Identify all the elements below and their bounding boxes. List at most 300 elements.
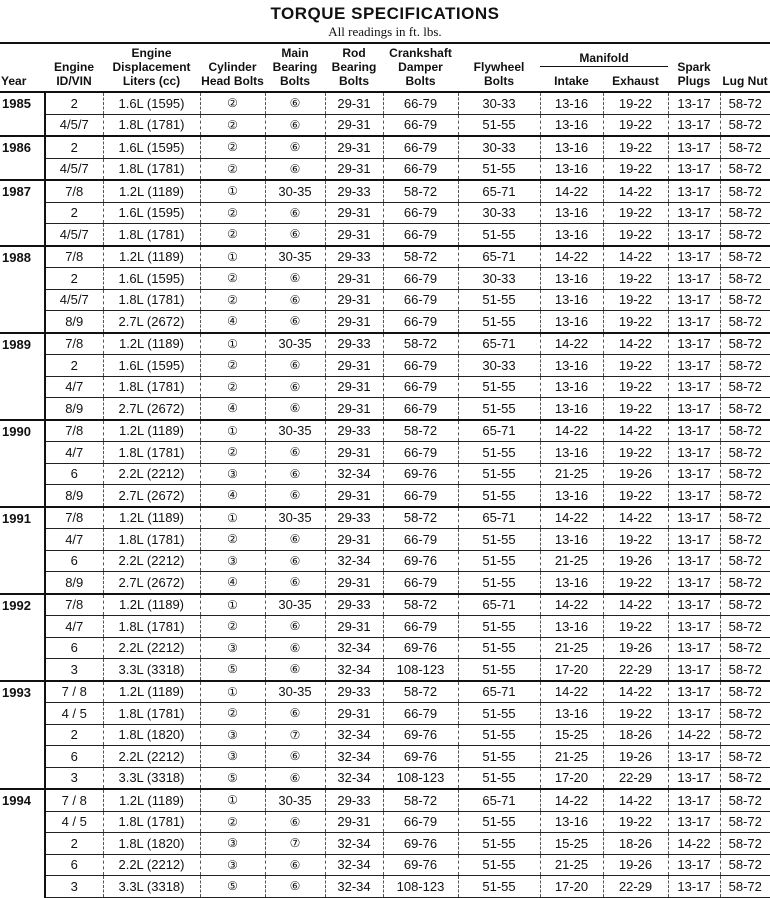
cell-rod-bearing: 29-31 (325, 355, 383, 377)
cell-exhaust: 14-22 (603, 681, 668, 703)
table-row (0, 289, 770, 311)
cell-lug-nut: 58-72 (720, 180, 770, 202)
cell-flywheel: 65-71 (458, 180, 540, 202)
cell-engine-id: 8/9 (45, 311, 103, 333)
table-row (0, 681, 770, 703)
cell-spark-plugs: 13-17 (668, 594, 720, 616)
cell-spark-plugs: 13-17 (668, 92, 720, 114)
cell-exhaust: 19-22 (603, 268, 668, 290)
table-row (0, 442, 770, 464)
cell-crank-damper: 69-76 (383, 550, 458, 572)
cell-exhaust: 14-22 (603, 789, 668, 811)
table-row (0, 202, 770, 224)
cell-main-bearing: ⑥ (265, 114, 325, 136)
cell-year: 1993 (0, 681, 45, 703)
cell-rod-bearing: 29-31 (325, 311, 383, 333)
cell-crank-damper: 58-72 (383, 420, 458, 442)
table-body (0, 92, 770, 897)
cell-cylinder-head: ① (200, 246, 265, 268)
cell-spark-plugs: 13-17 (668, 703, 720, 725)
cell-displacement: 1.8L (1781) (103, 289, 200, 311)
table-row (0, 746, 770, 768)
cell-cylinder-head: ⑤ (200, 876, 265, 898)
cell-main-bearing: ⑥ (265, 92, 325, 114)
cell-engine-id: 2 (45, 268, 103, 290)
cell-flywheel: 51-55 (458, 876, 540, 898)
cell-exhaust: 19-22 (603, 572, 668, 594)
cell-exhaust: 19-22 (603, 92, 668, 114)
cell-year (0, 355, 45, 377)
cell-engine-id: 3 (45, 659, 103, 681)
cell-engine-id: 4/5/7 (45, 158, 103, 180)
cell-intake: 13-16 (540, 485, 603, 507)
cell-intake: 13-16 (540, 616, 603, 638)
cell-crank-damper: 66-79 (383, 268, 458, 290)
table-row (0, 114, 770, 136)
cell-spark-plugs: 14-22 (668, 724, 720, 746)
cell-lug-nut: 58-72 (720, 767, 770, 789)
cell-engine-id: 7/8 (45, 333, 103, 355)
cell-lug-nut: 58-72 (720, 529, 770, 551)
cell-intake: 14-22 (540, 333, 603, 355)
cell-spark-plugs: 13-17 (668, 485, 720, 507)
table-row (0, 92, 770, 114)
cell-flywheel: 30-33 (458, 136, 540, 158)
cell-displacement: 1.2L (1189) (103, 789, 200, 811)
cell-crank-damper: 58-72 (383, 333, 458, 355)
cell-displacement: 2.2L (2212) (103, 550, 200, 572)
cell-cylinder-head: ② (200, 376, 265, 398)
cell-rod-bearing: 29-31 (325, 136, 383, 158)
cell-spark-plugs: 13-17 (668, 659, 720, 681)
cell-engine-id: 6 (45, 550, 103, 572)
table-row (0, 333, 770, 355)
cell-crank-damper: 66-79 (383, 158, 458, 180)
cell-cylinder-head: ⑤ (200, 659, 265, 681)
cell-year (0, 746, 45, 768)
cell-year (0, 311, 45, 333)
cell-rod-bearing: 32-34 (325, 637, 383, 659)
cell-flywheel: 65-71 (458, 507, 540, 529)
table-row (0, 724, 770, 746)
cell-engine-id: 7/8 (45, 420, 103, 442)
cell-rod-bearing: 29-31 (325, 224, 383, 246)
cell-intake: 14-22 (540, 789, 603, 811)
cell-intake: 15-25 (540, 833, 603, 855)
header-engine-id: Engine ID/VIN (45, 43, 103, 92)
cell-intake: 13-16 (540, 158, 603, 180)
cell-rod-bearing: 29-31 (325, 703, 383, 725)
cell-cylinder-head: ③ (200, 550, 265, 572)
cell-rod-bearing: 29-33 (325, 594, 383, 616)
cell-flywheel: 51-55 (458, 811, 540, 833)
cell-spark-plugs: 13-17 (668, 789, 720, 811)
cell-lug-nut: 58-72 (720, 550, 770, 572)
cell-rod-bearing: 32-34 (325, 724, 383, 746)
cell-engine-id: 4/7 (45, 529, 103, 551)
cell-flywheel: 51-55 (458, 158, 540, 180)
cell-year (0, 202, 45, 224)
cell-rod-bearing: 32-34 (325, 767, 383, 789)
cell-crank-damper: 66-79 (383, 398, 458, 420)
cell-spark-plugs: 13-17 (668, 420, 720, 442)
cell-exhaust: 22-29 (603, 659, 668, 681)
cell-lug-nut: 58-72 (720, 355, 770, 377)
cell-spark-plugs: 13-17 (668, 398, 720, 420)
header-exhaust: Exhaust (603, 66, 668, 92)
cell-intake: 17-20 (540, 876, 603, 898)
table-row (0, 854, 770, 876)
page-subtitle: All readings in ft. lbs. (328, 24, 442, 39)
cell-main-bearing: 30-35 (265, 681, 325, 703)
cell-year: 1987 (0, 180, 45, 202)
cell-intake: 13-16 (540, 289, 603, 311)
cell-year (0, 767, 45, 789)
cell-displacement: 2.2L (2212) (103, 637, 200, 659)
cell-crank-damper: 69-76 (383, 854, 458, 876)
cell-flywheel: 51-55 (458, 463, 540, 485)
table-row (0, 659, 770, 681)
cell-displacement: 1.8L (1820) (103, 833, 200, 855)
table-row (0, 224, 770, 246)
cell-lug-nut: 58-72 (720, 398, 770, 420)
cell-rod-bearing: 29-33 (325, 180, 383, 202)
cell-rod-bearing: 29-33 (325, 420, 383, 442)
cell-exhaust: 19-22 (603, 616, 668, 638)
cell-rod-bearing: 29-31 (325, 485, 383, 507)
cell-year (0, 659, 45, 681)
cell-crank-damper: 69-76 (383, 637, 458, 659)
cell-flywheel: 65-71 (458, 789, 540, 811)
cell-cylinder-head: ① (200, 180, 265, 202)
cell-main-bearing: ⑥ (265, 398, 325, 420)
table-row (0, 420, 770, 442)
cell-year (0, 833, 45, 855)
cell-flywheel: 51-55 (458, 854, 540, 876)
cell-year (0, 529, 45, 551)
cell-exhaust: 19-22 (603, 224, 668, 246)
cell-engine-id: 2 (45, 724, 103, 746)
cell-cylinder-head: ② (200, 136, 265, 158)
cell-year (0, 572, 45, 594)
cell-rod-bearing: 32-34 (325, 463, 383, 485)
cell-cylinder-head: ② (200, 811, 265, 833)
cell-intake: 21-25 (540, 746, 603, 768)
cell-lug-nut: 58-72 (720, 376, 770, 398)
cell-year (0, 485, 45, 507)
cell-spark-plugs: 13-17 (668, 224, 720, 246)
cell-cylinder-head: ② (200, 158, 265, 180)
cell-spark-plugs: 13-17 (668, 550, 720, 572)
cell-spark-plugs: 13-17 (668, 202, 720, 224)
cell-exhaust: 14-22 (603, 594, 668, 616)
cell-exhaust: 18-26 (603, 724, 668, 746)
cell-lug-nut: 58-72 (720, 594, 770, 616)
cell-flywheel: 30-33 (458, 355, 540, 377)
cell-exhaust: 19-22 (603, 158, 668, 180)
cell-main-bearing: ⑥ (265, 659, 325, 681)
cell-crank-damper: 66-79 (383, 202, 458, 224)
cell-displacement: 1.8L (1781) (103, 703, 200, 725)
table-row (0, 703, 770, 725)
cell-year (0, 224, 45, 246)
cell-rod-bearing: 29-31 (325, 92, 383, 114)
table-row (0, 811, 770, 833)
table-row (0, 398, 770, 420)
cell-main-bearing: ⑥ (265, 463, 325, 485)
cell-spark-plugs: 13-17 (668, 355, 720, 377)
cell-flywheel: 51-55 (458, 703, 540, 725)
cell-displacement: 2.7L (2672) (103, 485, 200, 507)
cell-displacement: 1.2L (1189) (103, 180, 200, 202)
cell-lug-nut: 58-72 (720, 854, 770, 876)
cell-crank-damper: 66-79 (383, 572, 458, 594)
table-row (0, 767, 770, 789)
cell-lug-nut: 58-72 (720, 333, 770, 355)
cell-flywheel: 51-55 (458, 572, 540, 594)
cell-main-bearing: ⑥ (265, 136, 325, 158)
cell-engine-id: 7 / 8 (45, 789, 103, 811)
cell-crank-damper: 69-76 (383, 724, 458, 746)
cell-intake: 21-25 (540, 463, 603, 485)
cell-main-bearing: ⑥ (265, 767, 325, 789)
table-row (0, 355, 770, 377)
cell-crank-damper: 69-76 (383, 746, 458, 768)
cell-main-bearing: 30-35 (265, 246, 325, 268)
table-row (0, 594, 770, 616)
cell-flywheel: 51-55 (458, 550, 540, 572)
cell-cylinder-head: ③ (200, 724, 265, 746)
torque-table (0, 42, 770, 898)
cell-engine-id: 6 (45, 637, 103, 659)
cell-crank-damper: 58-72 (383, 246, 458, 268)
cell-intake: 13-16 (540, 268, 603, 290)
cell-rod-bearing: 29-31 (325, 289, 383, 311)
cell-engine-id: 4/5/7 (45, 289, 103, 311)
table-row (0, 268, 770, 290)
cell-cylinder-head: ② (200, 289, 265, 311)
table-row (0, 311, 770, 333)
cell-crank-damper: 66-79 (383, 355, 458, 377)
cell-intake: 13-16 (540, 811, 603, 833)
cell-displacement: 2.2L (2212) (103, 746, 200, 768)
cell-displacement: 1.6L (1595) (103, 92, 200, 114)
cell-engine-id: 4 / 5 (45, 811, 103, 833)
cell-engine-id: 2 (45, 833, 103, 855)
cell-flywheel: 65-71 (458, 420, 540, 442)
header-manifold: Manifold (540, 43, 668, 66)
cell-crank-damper: 66-79 (383, 136, 458, 158)
cell-main-bearing: ⑥ (265, 311, 325, 333)
cell-flywheel: 30-33 (458, 268, 540, 290)
cell-cylinder-head: ② (200, 114, 265, 136)
cell-main-bearing: ⑥ (265, 224, 325, 246)
cell-engine-id: 3 (45, 767, 103, 789)
cell-flywheel: 51-55 (458, 289, 540, 311)
cell-rod-bearing: 29-31 (325, 442, 383, 464)
cell-main-bearing: ⑥ (265, 811, 325, 833)
cell-year: 1991 (0, 507, 45, 529)
cell-lug-nut: 58-72 (720, 876, 770, 898)
cell-cylinder-head: ① (200, 333, 265, 355)
cell-cylinder-head: ③ (200, 746, 265, 768)
cell-lug-nut: 58-72 (720, 811, 770, 833)
cell-displacement: 1.2L (1189) (103, 246, 200, 268)
cell-main-bearing: ⑦ (265, 833, 325, 855)
cell-flywheel: 65-71 (458, 681, 540, 703)
cell-displacement: 1.2L (1189) (103, 333, 200, 355)
cell-main-bearing: ⑥ (265, 442, 325, 464)
cell-year (0, 442, 45, 464)
cell-flywheel: 51-55 (458, 224, 540, 246)
cell-engine-id: 7/8 (45, 507, 103, 529)
cell-cylinder-head: ③ (200, 854, 265, 876)
cell-displacement: 2.2L (2212) (103, 463, 200, 485)
cell-displacement: 1.8L (1781) (103, 442, 200, 464)
cell-exhaust: 19-22 (603, 398, 668, 420)
cell-intake: 13-16 (540, 442, 603, 464)
cell-rod-bearing: 29-31 (325, 202, 383, 224)
cell-intake: 13-16 (540, 136, 603, 158)
cell-spark-plugs: 13-17 (668, 114, 720, 136)
cell-exhaust: 19-22 (603, 485, 668, 507)
cell-lug-nut: 58-72 (720, 311, 770, 333)
cell-lug-nut: 58-72 (720, 246, 770, 268)
cell-year (0, 637, 45, 659)
cell-lug-nut: 58-72 (720, 442, 770, 464)
cell-cylinder-head: ⑤ (200, 767, 265, 789)
cell-rod-bearing: 32-34 (325, 876, 383, 898)
cell-engine-id: 7 / 8 (45, 681, 103, 703)
cell-crank-damper: 66-79 (383, 311, 458, 333)
cell-spark-plugs: 13-17 (668, 854, 720, 876)
cell-exhaust: 14-22 (603, 507, 668, 529)
cell-flywheel: 65-71 (458, 333, 540, 355)
cell-spark-plugs: 13-17 (668, 289, 720, 311)
cell-spark-plugs: 13-17 (668, 376, 720, 398)
cell-flywheel: 51-55 (458, 442, 540, 464)
cell-cylinder-head: ④ (200, 311, 265, 333)
cell-flywheel: 65-71 (458, 594, 540, 616)
cell-exhaust: 14-22 (603, 246, 668, 268)
cell-exhaust: 19-22 (603, 202, 668, 224)
cell-rod-bearing: 29-31 (325, 529, 383, 551)
cell-displacement: 1.8L (1781) (103, 616, 200, 638)
cell-intake: 14-22 (540, 681, 603, 703)
cell-cylinder-head: ④ (200, 572, 265, 594)
cell-crank-damper: 108-123 (383, 876, 458, 898)
cell-engine-id: 7/8 (45, 594, 103, 616)
cell-engine-id: 7/8 (45, 180, 103, 202)
cell-main-bearing: 30-35 (265, 507, 325, 529)
cell-flywheel: 30-33 (458, 92, 540, 114)
cell-exhaust: 19-22 (603, 311, 668, 333)
header-year: Year (0, 43, 45, 92)
header-cylinder-head: Cylinder Head Bolts (200, 43, 265, 92)
cell-exhaust: 19-22 (603, 136, 668, 158)
cell-crank-damper: 66-79 (383, 703, 458, 725)
cell-crank-damper: 66-79 (383, 289, 458, 311)
cell-intake: 21-25 (540, 550, 603, 572)
cell-exhaust: 19-22 (603, 442, 668, 464)
cell-year (0, 550, 45, 572)
cell-spark-plugs: 13-17 (668, 637, 720, 659)
cell-spark-plugs: 13-17 (668, 136, 720, 158)
cell-exhaust: 19-26 (603, 746, 668, 768)
cell-crank-damper: 69-76 (383, 463, 458, 485)
cell-rod-bearing: 29-33 (325, 246, 383, 268)
cell-spark-plugs: 13-17 (668, 268, 720, 290)
cell-year (0, 703, 45, 725)
cell-intake: 17-20 (540, 659, 603, 681)
cell-main-bearing: ⑥ (265, 746, 325, 768)
header-main-bearing: Main Bearing Bolts (265, 43, 325, 92)
cell-intake: 17-20 (540, 767, 603, 789)
cell-rod-bearing: 29-33 (325, 333, 383, 355)
cell-year (0, 724, 45, 746)
cell-engine-id: 6 (45, 854, 103, 876)
header-intake: Intake (540, 66, 603, 92)
cell-crank-damper: 66-79 (383, 224, 458, 246)
cell-cylinder-head: ④ (200, 485, 265, 507)
cell-main-bearing: ⑥ (265, 550, 325, 572)
cell-spark-plugs: 13-17 (668, 442, 720, 464)
table-row (0, 616, 770, 638)
cell-main-bearing: 30-35 (265, 333, 325, 355)
cell-main-bearing: ⑥ (265, 376, 325, 398)
cell-crank-damper: 58-72 (383, 507, 458, 529)
cell-intake: 21-25 (540, 637, 603, 659)
cell-spark-plugs: 13-17 (668, 767, 720, 789)
cell-crank-damper: 66-79 (383, 114, 458, 136)
cell-lug-nut: 58-72 (720, 268, 770, 290)
cell-cylinder-head: ② (200, 529, 265, 551)
cell-engine-id: 4/7 (45, 442, 103, 464)
cell-rod-bearing: 32-34 (325, 833, 383, 855)
cell-spark-plugs: 14-22 (668, 833, 720, 855)
cell-crank-damper: 66-79 (383, 376, 458, 398)
cell-cylinder-head: ④ (200, 398, 265, 420)
cell-rod-bearing: 29-31 (325, 398, 383, 420)
cell-lug-nut: 58-72 (720, 746, 770, 768)
cell-spark-plugs: 13-17 (668, 616, 720, 638)
cell-intake: 13-16 (540, 572, 603, 594)
cell-engine-id: 2 (45, 202, 103, 224)
cell-engine-id: 4 / 5 (45, 703, 103, 725)
cell-year: 1990 (0, 420, 45, 442)
table-row (0, 246, 770, 268)
cell-engine-id: 8/9 (45, 572, 103, 594)
table-row (0, 507, 770, 529)
cell-crank-damper: 58-72 (383, 789, 458, 811)
cell-engine-id: 2 (45, 136, 103, 158)
header-displacement: Engine Displacement Liters (cc) (103, 43, 200, 92)
cell-intake: 13-16 (540, 202, 603, 224)
cell-year (0, 289, 45, 311)
cell-flywheel: 51-55 (458, 659, 540, 681)
cell-intake: 14-22 (540, 507, 603, 529)
cell-spark-plugs: 13-17 (668, 529, 720, 551)
table-row (0, 158, 770, 180)
cell-spark-plugs: 13-17 (668, 811, 720, 833)
cell-year (0, 463, 45, 485)
cell-cylinder-head: ② (200, 616, 265, 638)
cell-intake: 13-16 (540, 703, 603, 725)
cell-displacement: 2.2L (2212) (103, 854, 200, 876)
cell-main-bearing: ⑥ (265, 158, 325, 180)
cell-year (0, 811, 45, 833)
cell-exhaust: 19-22 (603, 703, 668, 725)
